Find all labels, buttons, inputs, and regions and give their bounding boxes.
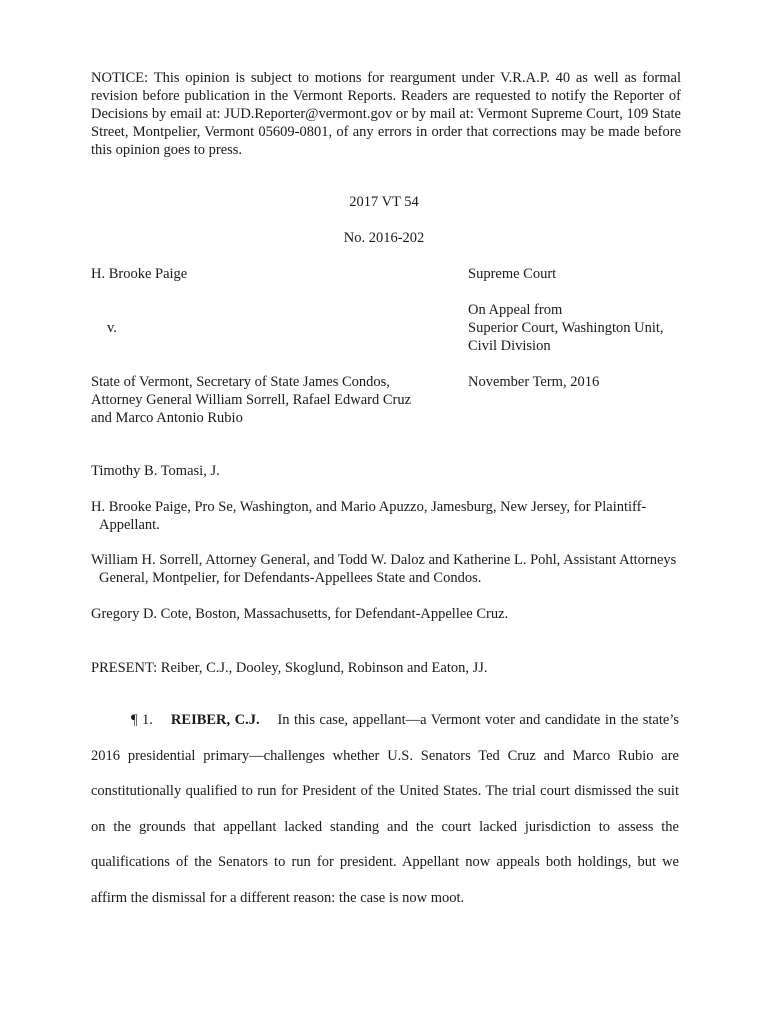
counsel-cruz: Gregory D. Cote, Boston, Massachusetts, for Defendant-Appellee Cruz. bbox=[91, 606, 509, 622]
trial-judge: Timothy B. Tomasi, J. bbox=[91, 463, 220, 479]
opinion-text: In this case, appellant—a Vermont voter and candidate in the state’s 2016 presidential primary—challenges whether U.S. Senators Ted Cruz and Marco Rubio are constitutionally qualified to run for President of the United States. The trial court dismissed the suit on the grounds that appellant lacked standing and the court lacked jurisdiction to assess the qualifications of the Senators to run for president. Appellant now appeals both holdings, but we affirm the dismissal for a different reason: the case is now moot. bbox=[91, 712, 680, 906]
defendants-line-3: and Marco Antonio Rubio bbox=[91, 410, 243, 426]
citation: 2017 VT 54 bbox=[349, 194, 419, 210]
plaintiff-name: H. Brooke Paige bbox=[91, 266, 188, 282]
versus: v. bbox=[107, 320, 117, 336]
counsel-state: William H. Sorrell, Attorney General, and Todd W. Daloz and Katherine L. Pohl, Assistant Attorneys General, Montpelier, for Defendants-Appellees State and Condos. bbox=[91, 552, 677, 586]
counsel-appellant: H. Brooke Paige, Pro Se, Washington, and Mario Apuzzo, Jamesburg, New Jersey, for Plaintiff-Appellant. bbox=[91, 499, 647, 533]
court-name: Supreme Court bbox=[468, 266, 557, 282]
defendants-line-1: State of Vermont, Secretary of State James Condos, bbox=[91, 374, 390, 390]
opinion-paragraph-1 bbox=[91, 703, 679, 917]
opinion-author: REIBER, C.J. bbox=[170, 712, 260, 728]
term: November Term, 2016 bbox=[468, 374, 600, 390]
present-justices: PRESENT: Reiber, C.J., Dooley, Skoglund, Robinson and Eaton, JJ. bbox=[91, 660, 488, 676]
appeal-line-1: On Appeal from bbox=[468, 302, 563, 318]
appeal-line-2: Superior Court, Washington Unit, bbox=[468, 320, 664, 336]
appeal-line-3: Civil Division bbox=[468, 338, 551, 354]
docket-number: No. 2016-202 bbox=[343, 230, 425, 246]
paragraph-number: ¶ 1. bbox=[131, 712, 153, 728]
defendants-line-2: Attorney General William Sorrell, Rafael Edward Cruz bbox=[91, 392, 412, 408]
reporter-notice: NOTICE: This opinion is subject to motions for reargument under V.R.A.P. 40 as well as formal revision before publication in the Vermont Reports. Readers are requested to notify the Reporter of Decisions by email at: JUD.Reporter@vermont.gov or by mail at: Vermont Supreme Court, 109 State Street, Montpelier, Vermont 05609-0801, of any errors in order that corrections may be made before this opinion goes to press. bbox=[91, 70, 681, 158]
